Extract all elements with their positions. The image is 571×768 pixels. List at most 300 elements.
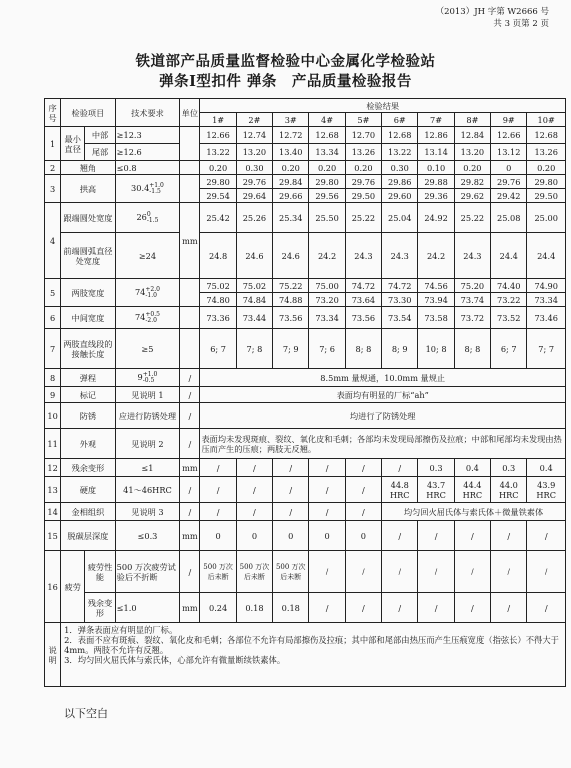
result-value-cell: 73.34 <box>309 307 345 329</box>
result-value-cell: / <box>236 459 272 477</box>
column-header-results: 检验结果 <box>200 99 566 113</box>
item-name: 两肢宽度 <box>61 279 116 307</box>
unit-cell <box>180 175 200 203</box>
result-value-cell: 7; 6 <box>309 329 345 369</box>
result-value-cell: 43.7 HRC <box>418 477 454 503</box>
result-value-cell: / <box>454 593 490 623</box>
unit-cell: / <box>180 369 200 387</box>
result-value-cell: 29.76 <box>345 175 381 189</box>
requirement-cell <box>115 175 180 203</box>
result-value-cell: 24.4 <box>527 233 566 279</box>
tolerance-nominal: 74 <box>134 286 146 297</box>
result-value-cell: 13.20 <box>236 144 272 161</box>
inspection-results-table <box>44 98 566 687</box>
result-value-cell: 0 <box>200 521 236 551</box>
unit-cell: / <box>180 551 200 593</box>
unit-cell: mm <box>180 459 200 477</box>
result-value-cell: / <box>418 551 454 593</box>
row-number: 4 <box>45 203 61 279</box>
result-value-cell: 73.44 <box>236 307 272 329</box>
result-value-cell: / <box>273 459 309 477</box>
row-number: 16 <box>45 551 61 623</box>
tolerance-lower: -1.5 <box>146 216 159 224</box>
result-value-cell: 12.68 <box>382 127 418 144</box>
result-value-cell: 75.00 <box>309 279 345 293</box>
result-value-cell: / <box>345 551 381 593</box>
result-value-cell: 25.42 <box>200 203 236 233</box>
result-value-cell: 29.76 <box>236 175 272 189</box>
result-value-cell: 10; 8 <box>418 329 454 369</box>
result-value-cell: 12.84 <box>454 127 490 144</box>
result-value-cell: 0 <box>345 521 381 551</box>
result-value-cell: 44.0 HRC <box>491 477 527 503</box>
table-row <box>45 233 566 279</box>
result-value-cell: 75.02 <box>236 279 272 293</box>
column-header-requirement: 技术要求 <box>115 99 180 127</box>
result-value-cell: 25.22 <box>454 203 490 233</box>
table-row <box>45 521 566 551</box>
result-value-cell: 25.00 <box>527 203 566 233</box>
end-of-report-marker: 以下空白 <box>64 707 108 720</box>
result-value-cell: 74.90 <box>527 279 566 293</box>
unit-cell <box>180 279 200 307</box>
table-row <box>45 279 566 293</box>
item-name: 防锈 <box>61 403 116 429</box>
result-value-cell: 73.58 <box>418 307 454 329</box>
result-value-cell: 73.74 <box>454 293 490 307</box>
result-value-cell: 13.22 <box>200 144 236 161</box>
table-row <box>45 329 566 369</box>
result-value-cell: 13.26 <box>345 144 381 161</box>
result-value-cell: 8; 8 <box>454 329 490 369</box>
result-merged-cell: 8.5mm 量规通，10.0mm 量规止 <box>200 369 566 387</box>
result-value-cell: 24.2 <box>418 233 454 279</box>
column-header-item: 检验项目 <box>61 99 116 127</box>
result-value-cell: / <box>236 503 272 521</box>
result-value-cell: / <box>454 551 490 593</box>
requirement-cell: ≥12.6 <box>115 144 180 161</box>
result-merged-cell: 表面均有明显的厂标“ah” <box>200 387 566 403</box>
row-number: 5 <box>45 279 61 307</box>
result-value-cell: 13.26 <box>527 144 566 161</box>
sample-header: 7# <box>418 113 454 127</box>
item-name: 硬度 <box>61 477 116 503</box>
row-number: 14 <box>45 503 61 521</box>
tolerance-lower: -2.0 <box>145 316 157 324</box>
result-value-cell: 29.60 <box>382 189 418 203</box>
table-row <box>45 403 566 429</box>
result-value-cell: 73.56 <box>345 307 381 329</box>
result-value-cell: 29.76 <box>491 175 527 189</box>
result-value-cell: 0.24 <box>200 593 236 623</box>
result-value-cell: / <box>200 459 236 477</box>
tolerance-nominal: 26 <box>136 211 147 222</box>
table-row <box>45 203 566 233</box>
result-value-cell: / <box>382 551 418 593</box>
sub-item-name: 残余变形 <box>85 593 115 623</box>
table-row <box>45 477 566 503</box>
result-value-cell: 0 <box>309 521 345 551</box>
result-merged-cell: 均匀回火屈氏体与索氏体＋微量铁素体 <box>382 503 566 521</box>
result-value-cell: 24.4 <box>491 233 527 279</box>
requirement-cell: 见说明 2 <box>115 429 180 459</box>
tolerance-upper: +0.5 <box>145 310 160 318</box>
sample-header: 4# <box>309 113 345 127</box>
result-value-cell: 29.88 <box>418 175 454 189</box>
sample-header: 3# <box>273 113 309 127</box>
tolerance-upper: +1.0 <box>149 181 164 189</box>
result-value-cell: 500 万次后未断 <box>236 551 272 593</box>
result-value-cell: 29.56 <box>309 189 345 203</box>
sample-header: 2# <box>236 113 272 127</box>
unit-cell: / <box>180 387 200 403</box>
result-value-cell: 25.50 <box>309 203 345 233</box>
result-value-cell: 29.80 <box>527 175 566 189</box>
result-value-cell: / <box>527 551 566 593</box>
result-value-cell: / <box>418 593 454 623</box>
requirement-cell <box>115 279 180 307</box>
notes-cell <box>61 623 566 687</box>
result-value-cell: 7; 9 <box>273 329 309 369</box>
result-value-cell: / <box>309 551 345 593</box>
result-value-cell: 74.40 <box>491 279 527 293</box>
result-value-cell: 500 万次后未断 <box>200 551 236 593</box>
tolerance-nominal: 30.4 <box>131 182 150 193</box>
sample-header: 10# <box>527 113 566 127</box>
unit-cell: mm <box>180 203 200 279</box>
result-value-cell: 500 万次后未断 <box>273 551 309 593</box>
result-value-cell: 73.52 <box>491 307 527 329</box>
result-value-cell: / <box>200 477 236 503</box>
table-row <box>45 459 566 477</box>
requirement-cell: ≤1.0 <box>115 593 180 623</box>
result-value-cell: 12.86 <box>418 127 454 144</box>
result-value-cell: 0.20 <box>345 161 381 175</box>
result-value-cell: 0.20 <box>273 161 309 175</box>
result-value-cell: 73.94 <box>418 293 454 307</box>
table-row <box>45 623 566 687</box>
table-row <box>45 593 566 623</box>
requirement-cell: ≥12.3 <box>115 127 180 144</box>
requirement-cell: 见说明 1 <box>115 387 180 403</box>
sub-item-name: 中部 <box>85 127 115 144</box>
result-value-cell: 25.04 <box>382 203 418 233</box>
result-value-cell: 74.72 <box>382 279 418 293</box>
table-row <box>45 307 566 329</box>
table-row <box>45 503 566 521</box>
result-value-cell: 0.4 <box>527 459 566 477</box>
result-value-cell: 0.20 <box>454 161 490 175</box>
row-number: 11 <box>45 429 61 459</box>
table-row <box>45 551 566 593</box>
result-value-cell: 73.46 <box>527 307 566 329</box>
result-value-cell: 0.30 <box>236 161 272 175</box>
item-name: 疲劳 <box>61 551 85 623</box>
requirement-cell: ≤0.8 <box>115 161 180 175</box>
requirement-cell: 500 万次疲劳试验后不折断 <box>115 551 180 593</box>
result-value-cell: / <box>200 503 236 521</box>
sub-item-name: 疲劳性能 <box>85 551 115 593</box>
table-row <box>45 387 566 403</box>
item-name: 前端圆弧直径处宽度 <box>61 233 116 279</box>
row-number: 15 <box>45 521 61 551</box>
tolerance-lower: -1.0 <box>145 291 157 299</box>
result-value-cell: 24.2 <box>309 233 345 279</box>
report-title-line-1: 铁道部产品质量监督检验中心金属化学检验站 <box>135 53 436 70</box>
requirement-cell: 见说明 3 <box>115 503 180 521</box>
item-name: 翘角 <box>61 161 116 175</box>
sub-item-name: 尾部 <box>85 144 115 161</box>
result-value-cell: 0.30 <box>382 161 418 175</box>
result-value-cell: 29.80 <box>309 175 345 189</box>
item-name: 标记 <box>61 387 116 403</box>
result-value-cell: 24.6 <box>273 233 309 279</box>
result-value-cell: 13.14 <box>418 144 454 161</box>
requirement-cell <box>115 369 180 387</box>
item-name: 金相组织 <box>61 503 116 521</box>
result-value-cell: 24.3 <box>454 233 490 279</box>
result-value-cell: 12.74 <box>236 127 272 144</box>
result-value-cell: 13.40 <box>273 144 309 161</box>
result-value-cell: 24.3 <box>345 233 381 279</box>
result-value-cell: / <box>309 593 345 623</box>
requirement-cell <box>115 307 180 329</box>
result-value-cell: / <box>345 593 381 623</box>
row-number: 12 <box>45 459 61 477</box>
result-value-cell: 0.18 <box>236 593 272 623</box>
result-value-cell: / <box>491 593 527 623</box>
unit-cell: / <box>180 477 200 503</box>
result-value-cell: 0 <box>236 521 272 551</box>
result-value-cell: 24.8 <box>200 233 236 279</box>
result-value-cell: 12.68 <box>309 127 345 144</box>
tolerance-lower: -1.5 <box>149 187 161 195</box>
result-value-cell: 43.9 HRC <box>527 477 566 503</box>
item-name: 中间宽度 <box>61 307 116 329</box>
unit-cell <box>180 307 200 329</box>
result-value-cell: 75.02 <box>200 279 236 293</box>
tolerance-upper: +1.0 <box>142 370 158 378</box>
result-value-cell: 0.10 <box>418 161 454 175</box>
result-value-cell: 12.68 <box>527 127 566 144</box>
item-name: 脱碳层深度 <box>61 521 116 551</box>
item-name: 弹程 <box>61 369 116 387</box>
result-value-cell: 12.72 <box>273 127 309 144</box>
result-value-cell: 12.66 <box>200 127 236 144</box>
result-value-cell: / <box>382 459 418 477</box>
result-value-cell: 0 <box>491 161 527 175</box>
result-value-cell: 29.64 <box>236 189 272 203</box>
result-value-cell: / <box>309 503 345 521</box>
result-value-cell: 74.56 <box>418 279 454 293</box>
result-value-cell: 29.50 <box>345 189 381 203</box>
result-value-cell: 13.22 <box>382 144 418 161</box>
result-value-cell: 73.72 <box>454 307 490 329</box>
table-row <box>45 127 566 144</box>
item-name: 残余变形 <box>61 459 116 477</box>
requirement-cell: ≥24 <box>115 233 180 279</box>
result-value-cell: 29.36 <box>418 189 454 203</box>
result-value-cell: 7; 8 <box>236 329 272 369</box>
result-value-cell: 44.4 HRC <box>454 477 490 503</box>
result-value-cell: 29.84 <box>273 175 309 189</box>
result-value-cell: 0 <box>273 521 309 551</box>
report-title-line-2: 弹条Ⅰ型扣件 弹条 产品质量检验报告 <box>159 73 412 90</box>
result-value-cell: 73.36 <box>200 307 236 329</box>
row-number: 9 <box>45 387 61 403</box>
row-number: 8 <box>45 369 61 387</box>
result-value-cell: 44.8 HRC <box>382 477 418 503</box>
result-value-cell: / <box>345 503 381 521</box>
result-value-cell: 7; 7 <box>527 329 566 369</box>
result-value-cell: 24.6 <box>236 233 272 279</box>
item-name: 拱高 <box>61 175 116 203</box>
result-value-cell: 8; 9 <box>382 329 418 369</box>
table-row <box>45 99 566 113</box>
result-value-cell: 73.30 <box>382 293 418 307</box>
unit-cell: / <box>180 403 200 429</box>
result-merged-cell: 表面均未发现斑痕、裂纹、氧化皮和毛刺；各部均未发现局部擦伤及拉痕；中部和尾部均未发现由热压而产生的压痕；两肢无反翘。 <box>200 429 566 459</box>
note-2: 2．表面不应有斑痕、裂纹、氧化皮和毛刺；各部位不允许有局部擦伤及拉痕；其中部和尾部由热压而产生压痕宽度（指弦长）不得大于 4mm。两肢不允许有反翘。 <box>64 635 559 655</box>
table-row <box>45 161 566 175</box>
result-value-cell: / <box>382 521 418 551</box>
result-value-cell: / <box>309 477 345 503</box>
unit-cell <box>180 127 200 161</box>
result-value-cell: 73.64 <box>345 293 381 307</box>
result-value-cell: 8; 8 <box>345 329 381 369</box>
result-value-cell: / <box>491 551 527 593</box>
result-value-cell: 29.86 <box>382 175 418 189</box>
result-value-cell: 29.50 <box>527 189 566 203</box>
tolerance-lower: -0.5 <box>142 376 155 384</box>
table-row <box>45 144 566 161</box>
unit-cell: / <box>180 503 200 521</box>
result-value-cell: / <box>418 521 454 551</box>
report-reference <box>436 6 549 30</box>
sample-header: 5# <box>345 113 381 127</box>
unit-cell: mm <box>180 593 200 623</box>
tolerance-nominal: 74 <box>134 311 146 322</box>
result-value-cell: 74.80 <box>200 293 236 307</box>
result-value-cell: 73.56 <box>273 307 309 329</box>
requirement-cell: ≥5 <box>115 329 180 369</box>
requirement-cell <box>115 203 180 233</box>
row-number: 7 <box>45 329 61 369</box>
result-value-cell: 24.92 <box>418 203 454 233</box>
result-value-cell: 74.84 <box>236 293 272 307</box>
requirement-cell: ≤0.3 <box>115 521 180 551</box>
tolerance-nominal: 9 <box>137 371 143 382</box>
result-value-cell: 29.80 <box>200 175 236 189</box>
result-value-cell: / <box>273 503 309 521</box>
item-name: 两肢直线段的接触长度 <box>61 329 116 369</box>
result-value-cell: 25.22 <box>345 203 381 233</box>
result-value-cell: / <box>382 593 418 623</box>
row-number: 1 <box>45 127 61 161</box>
result-value-cell: 25.08 <box>491 203 527 233</box>
result-value-cell: 0.3 <box>418 459 454 477</box>
result-value-cell: 75.22 <box>273 279 309 293</box>
sample-header: 9# <box>491 113 527 127</box>
result-value-cell: 74.88 <box>273 293 309 307</box>
result-value-cell: / <box>345 459 381 477</box>
result-value-cell: 12.66 <box>491 127 527 144</box>
unit-cell: / <box>180 429 200 459</box>
result-value-cell: / <box>491 521 527 551</box>
requirement-cell: 应进行防锈处理 <box>115 403 180 429</box>
result-value-cell: 12.70 <box>345 127 381 144</box>
result-merged-cell: 均进行了防锈处理 <box>200 403 566 429</box>
table-row <box>45 369 566 387</box>
row-number: 13 <box>45 477 61 503</box>
result-value-cell: / <box>273 477 309 503</box>
result-value-cell: / <box>527 521 566 551</box>
result-value-cell: 29.62 <box>454 189 490 203</box>
row-number: 2 <box>45 161 61 175</box>
sample-header: 8# <box>454 113 490 127</box>
result-value-cell: 29.54 <box>200 189 236 203</box>
result-value-cell: 0.20 <box>527 161 566 175</box>
page-number: 共 3 页第 2 页 <box>493 19 549 29</box>
row-number: 3 <box>45 175 61 203</box>
result-value-cell: / <box>345 477 381 503</box>
result-value-cell: 74.72 <box>345 279 381 293</box>
result-value-cell: 73.20 <box>309 293 345 307</box>
unit-cell: mm <box>180 521 200 551</box>
result-value-cell: 25.34 <box>273 203 309 233</box>
result-value-cell: 0.18 <box>273 593 309 623</box>
result-value-cell: 13.20 <box>454 144 490 161</box>
result-value-cell: / <box>236 477 272 503</box>
tolerance-upper: +2.0 <box>145 285 160 293</box>
result-value-cell: 0.20 <box>309 161 345 175</box>
column-header-no: 序号 <box>45 99 61 127</box>
column-header-unit: 单位 <box>180 99 200 127</box>
result-value-cell: 25.26 <box>236 203 272 233</box>
report-number: （2013）JH 字第 W2666 号 <box>435 7 549 17</box>
result-value-cell: 29.82 <box>454 175 490 189</box>
result-value-cell: 73.54 <box>382 307 418 329</box>
item-name: 最小直径 <box>61 127 85 161</box>
result-value-cell: 73.34 <box>527 293 566 307</box>
result-value-cell: 13.12 <box>491 144 527 161</box>
table-row <box>45 175 566 189</box>
result-value-cell: / <box>454 521 490 551</box>
result-value-cell: / <box>527 593 566 623</box>
result-value-cell: 73.22 <box>491 293 527 307</box>
result-value-cell: 6; 7 <box>491 329 527 369</box>
requirement-cell: ≤1 <box>115 459 180 477</box>
result-value-cell: 29.42 <box>491 189 527 203</box>
result-value-cell: 75.20 <box>454 279 490 293</box>
result-value-cell: 6; 7 <box>200 329 236 369</box>
row-number: 6 <box>45 307 61 329</box>
note-1: 1．弹条表面应有明显的厂标。 <box>64 625 178 635</box>
sample-header: 1# <box>200 113 236 127</box>
requirement-cell: 41～46HRC <box>115 477 180 503</box>
result-value-cell: 0.3 <box>491 459 527 477</box>
result-value-cell: 13.34 <box>309 144 345 161</box>
unit-cell <box>180 161 200 175</box>
result-value-cell: / <box>309 459 345 477</box>
unit-cell <box>180 329 200 369</box>
notes-label: 说明 <box>45 623 61 687</box>
result-value-cell: 24.3 <box>382 233 418 279</box>
result-value-cell: 0.20 <box>200 161 236 175</box>
tolerance-upper: 0 <box>146 210 151 218</box>
sample-header: 6# <box>382 113 418 127</box>
item-name: 外观 <box>61 429 116 459</box>
